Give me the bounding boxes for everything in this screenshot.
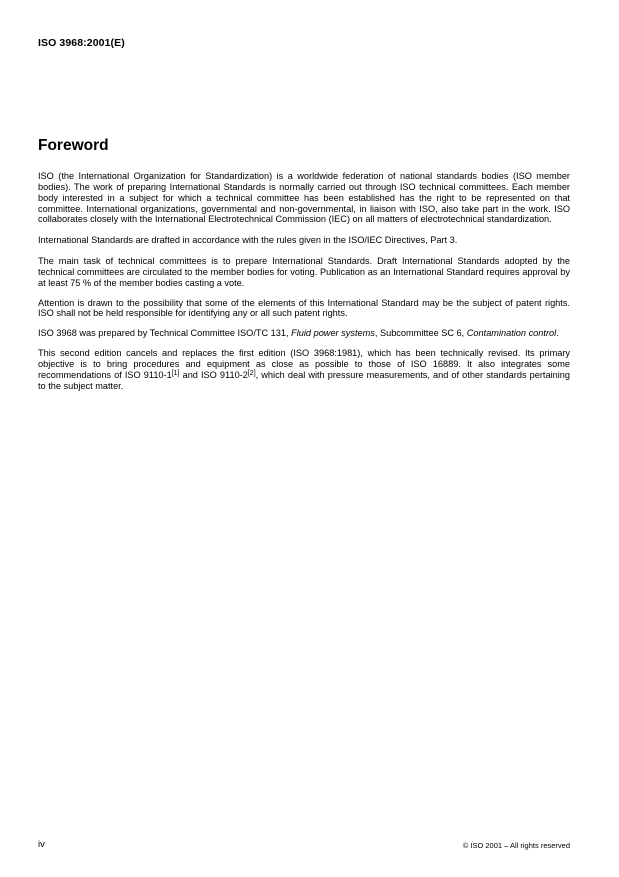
subcommittee-title: Contamination control xyxy=(466,328,557,339)
committee-title: Fluid power systems xyxy=(291,328,375,339)
paragraph-iso-intro: ISO (the International Organization for Standardization) is a worldwide federation of national standards bodies (ISO member bodies). The work of preparing International Standards is normally carried out through ISO technical committees. Each member body interested in a subject for which a technical committee has been established has the right to be represented on that committee. International organizations, governmental and non-governmental, in liaison with ISO, also take part in the work. ISO collaborates closely with the International Electrotechnical Commission (IEC) on all matters of electrotechnical standardization. xyxy=(38,171,570,225)
page-number: iv xyxy=(38,839,45,850)
preparation-end: . xyxy=(556,328,559,339)
paragraph-edition xyxy=(38,348,570,391)
edition-text-3: , which deal with pressure measurements, and of other standards pertaining to the subject matter. xyxy=(38,369,570,391)
reference-2: [2] xyxy=(247,369,256,377)
paragraph-directives: International Standards are drafted in accordance with the rules given in the ISO/IEC Directives, Part 3. xyxy=(38,235,458,246)
preparation-intro: ISO 3968 was prepared by Technical Committee ISO/TC 131, xyxy=(38,328,292,339)
edition-text-2: and ISO 9110-2 xyxy=(179,369,248,380)
edition-text-1: This second edition cancels and replaces the first edition (ISO 3968:1981), which has been technically revised. Its primary objective is to bring procedures and equipment as close as possible to those of ISO 16889. It also integrates some recommendations of ISO 9110-1 xyxy=(38,348,570,380)
paragraph-technical-committees: The main task of technical committees is to prepare International Standards. Draft International Standards adopted by the technical committees are circulated to the member bodies for voting. Publication as an International Standard requires approval by at least 75 % of the member bodies casting a vote. xyxy=(38,256,570,288)
paragraph-patent-rights: Attention is drawn to the possibility that some of the elements of this International Standard may be the subject of patent rights. ISO shall not be held responsible for identifying any or all such patent rights. xyxy=(38,297,570,319)
reference-1: [1] xyxy=(171,369,180,377)
preparation-middle: , Subcommittee SC 6, xyxy=(374,328,467,339)
document-id: ISO 3968:2001(E) xyxy=(38,37,125,49)
copyright-notice: © ISO 2001 – All rights reserved xyxy=(462,841,570,850)
section-title: Foreword xyxy=(38,137,109,154)
foreword-body xyxy=(38,171,570,401)
paragraph-preparation xyxy=(38,328,570,339)
